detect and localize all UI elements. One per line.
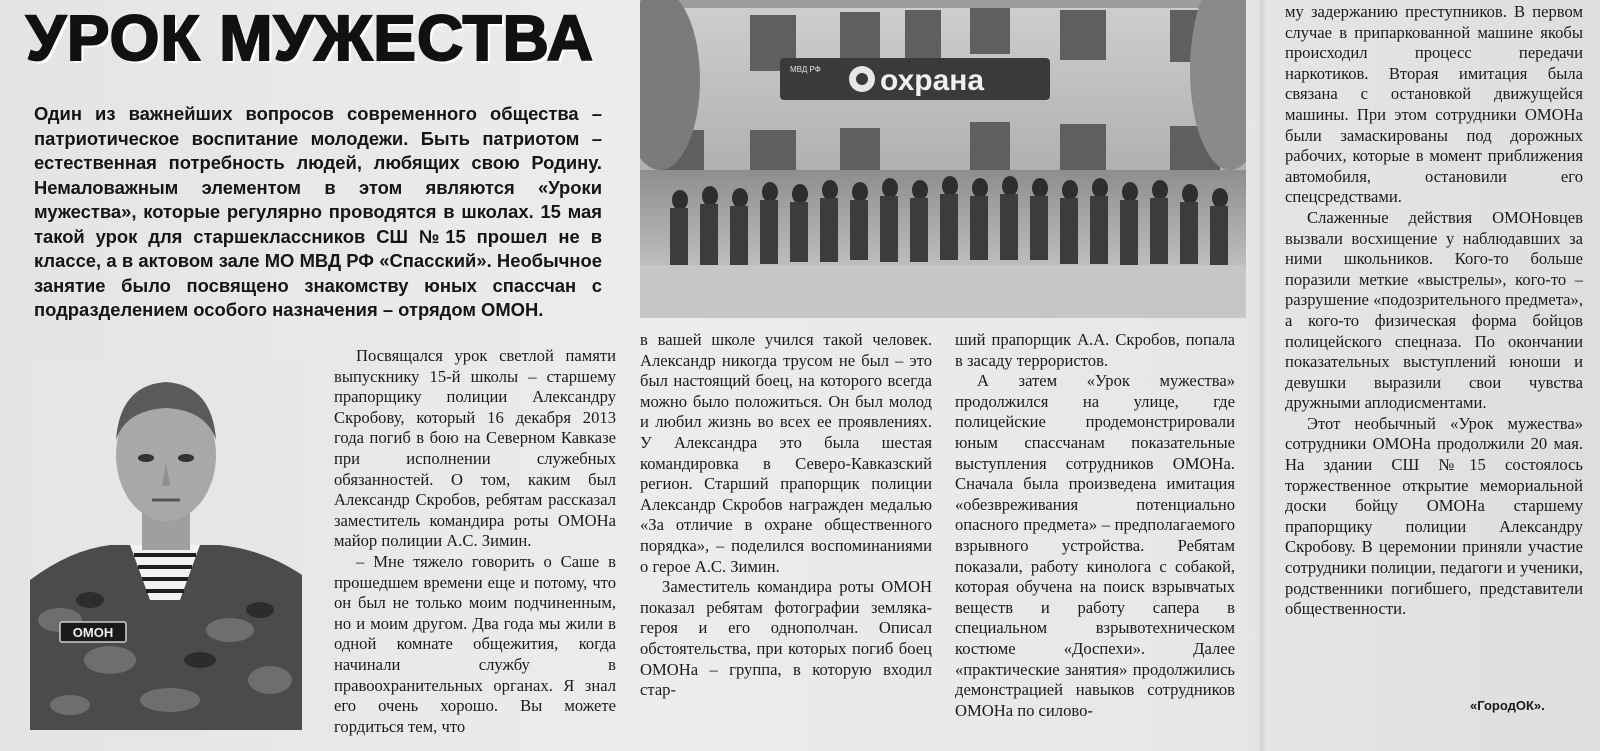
portrait-photo xyxy=(30,360,302,730)
column-4 xyxy=(1285,2,1583,620)
building-sign: охрана xyxy=(880,64,985,97)
col1-paragraph-1: Посвящался урок светлой памяти выпускнику 15-й школы – старшему прапорщику полиции Александру Скробову, который 16 декабря 2013 года погиб в бою на Северном Кавказе при исполнении служебных обязанностей. О том, каким был Александр Скробов, ребятам рассказал заместитель командира роты ОМОНа майор полиции А.С. Зимин. xyxy=(334,346,616,551)
omon-patch: ОМОН xyxy=(72,625,114,640)
group-photo-illustration xyxy=(640,0,1246,318)
column-2 xyxy=(640,330,932,701)
portrait-illustration xyxy=(30,360,302,730)
col3-paragraph-2: А затем «Урок мужества» продолжился на улице, где полицейские продемонстрировали юным спассчанам показательные выступления сотрудников ОМОНа. Сначала была произведена имитация «обезвреживания потенциально опасного предмета» – предполагаемого взрывного устройства. Ребятам показали, работу кинолога с собакой, которая обучена на поиск взрывчатых веществ и работу сапера в специальном взрывотехническом костюме «Доспехи». Далее «практические занятия» продолжились демонстрацией навыков сотрудников ОМОНа по силово- xyxy=(955,371,1235,720)
col2-paragraph-2: Заместитель командира роты ОМОН показал ребятам фотографии земляка-героя и его однополчан. Описал обстоятельства, при которых погиб боец ОМОНа – группа, в которую входил стар- xyxy=(640,577,932,700)
col2-paragraph-1: в вашей школе учился такой человек. Александр никогда трусом не был – это был настоящий боец, на которого всегда можно было положиться. Он был молод и любил жизнь во всех ее проявлениях. У Александра это была шестая командировка в Северо-Кавказский регион. Старший прапорщик полиции Александр Скробов награжден медалью «За отличие в охране общественного порядка», – поделился воспоминаниями о герое А.С. Зимин. xyxy=(640,330,932,576)
col4-paragraph-2: Слаженные действия ОМОНовцев вызвали восхищение у наблюдавших за ними школьников. Кого-то больше поразили меткие «выстрелы», кого-то – разрушение «подозрительного предмета», а кого-то физическая форма бойцов полицейского спецназа. По окончании показательных выступлений юноши и девушки выразили свои чувства дружными аплодисментами. xyxy=(1285,207,1583,413)
lead-paragraph: Один из важнейших вопросов современного общества – патриотическое воспитание молодежи. Быть патриотом – естественная потребность людей, любящих свою Родину. Немаловажным элементом в этом являются «Уроки мужества», которые регулярно проводятся в школах. 15 мая такой урок для старшеклассников СШ №15 прошел не в классе, а в актовом зале МО МВД РФ «Спасский». Необычное занятие было посвящено знакомству юных спассчан с подразделением особого назначения – отрядом ОМОН. xyxy=(34,103,602,320)
column-1 xyxy=(334,346,616,737)
building-small-sign: МВД РФ xyxy=(790,65,821,74)
headline: УРОК МУЖЕСТВА xyxy=(26,2,594,74)
column-3 xyxy=(955,330,1235,721)
col4-paragraph-1: му задержанию преступников. В первом случае в припаркованной машине якобы происходил процесс передачи наркотиков. Вторая имитация была связана с остановкой движущейся машины. При этом сотрудники ОМОНа были замаскированы под дорожных рабочих, которые в момент приближения автомобиля, остановили его спецсредствами. xyxy=(1285,2,1583,207)
signature: «ГородОК». xyxy=(1470,698,1545,713)
page-fold xyxy=(1258,0,1266,751)
group-photo xyxy=(640,0,1246,318)
col1-paragraph-2: – Мне тяжело говорить о Саше в прошедшем времени еще и потому, что он был не только моим подчиненным, но и моим другом. Два года мы жили в одной комнате общежития, когда начинали службу в правоохранительных органах. Я знал его очень хорошо. Вы можете гордиться тем, что xyxy=(334,551,616,736)
col4-paragraph-3: Этот необычный «Урок мужества» сотрудники ОМОНа продолжили 20 мая. На здании СШ №15 состоялось торжественное открытие мемориальной доски бойцу ОМОНа старшему прапорщику полиции Александру Скробову. В церемонии приняли участие сотрудники полиции, педагоги и ученики, родственники погибшего, представители общественности. xyxy=(1285,413,1583,619)
col3-paragraph-1: ший прапорщик А.А. Скробов, попала в засаду террористов. xyxy=(955,330,1235,370)
